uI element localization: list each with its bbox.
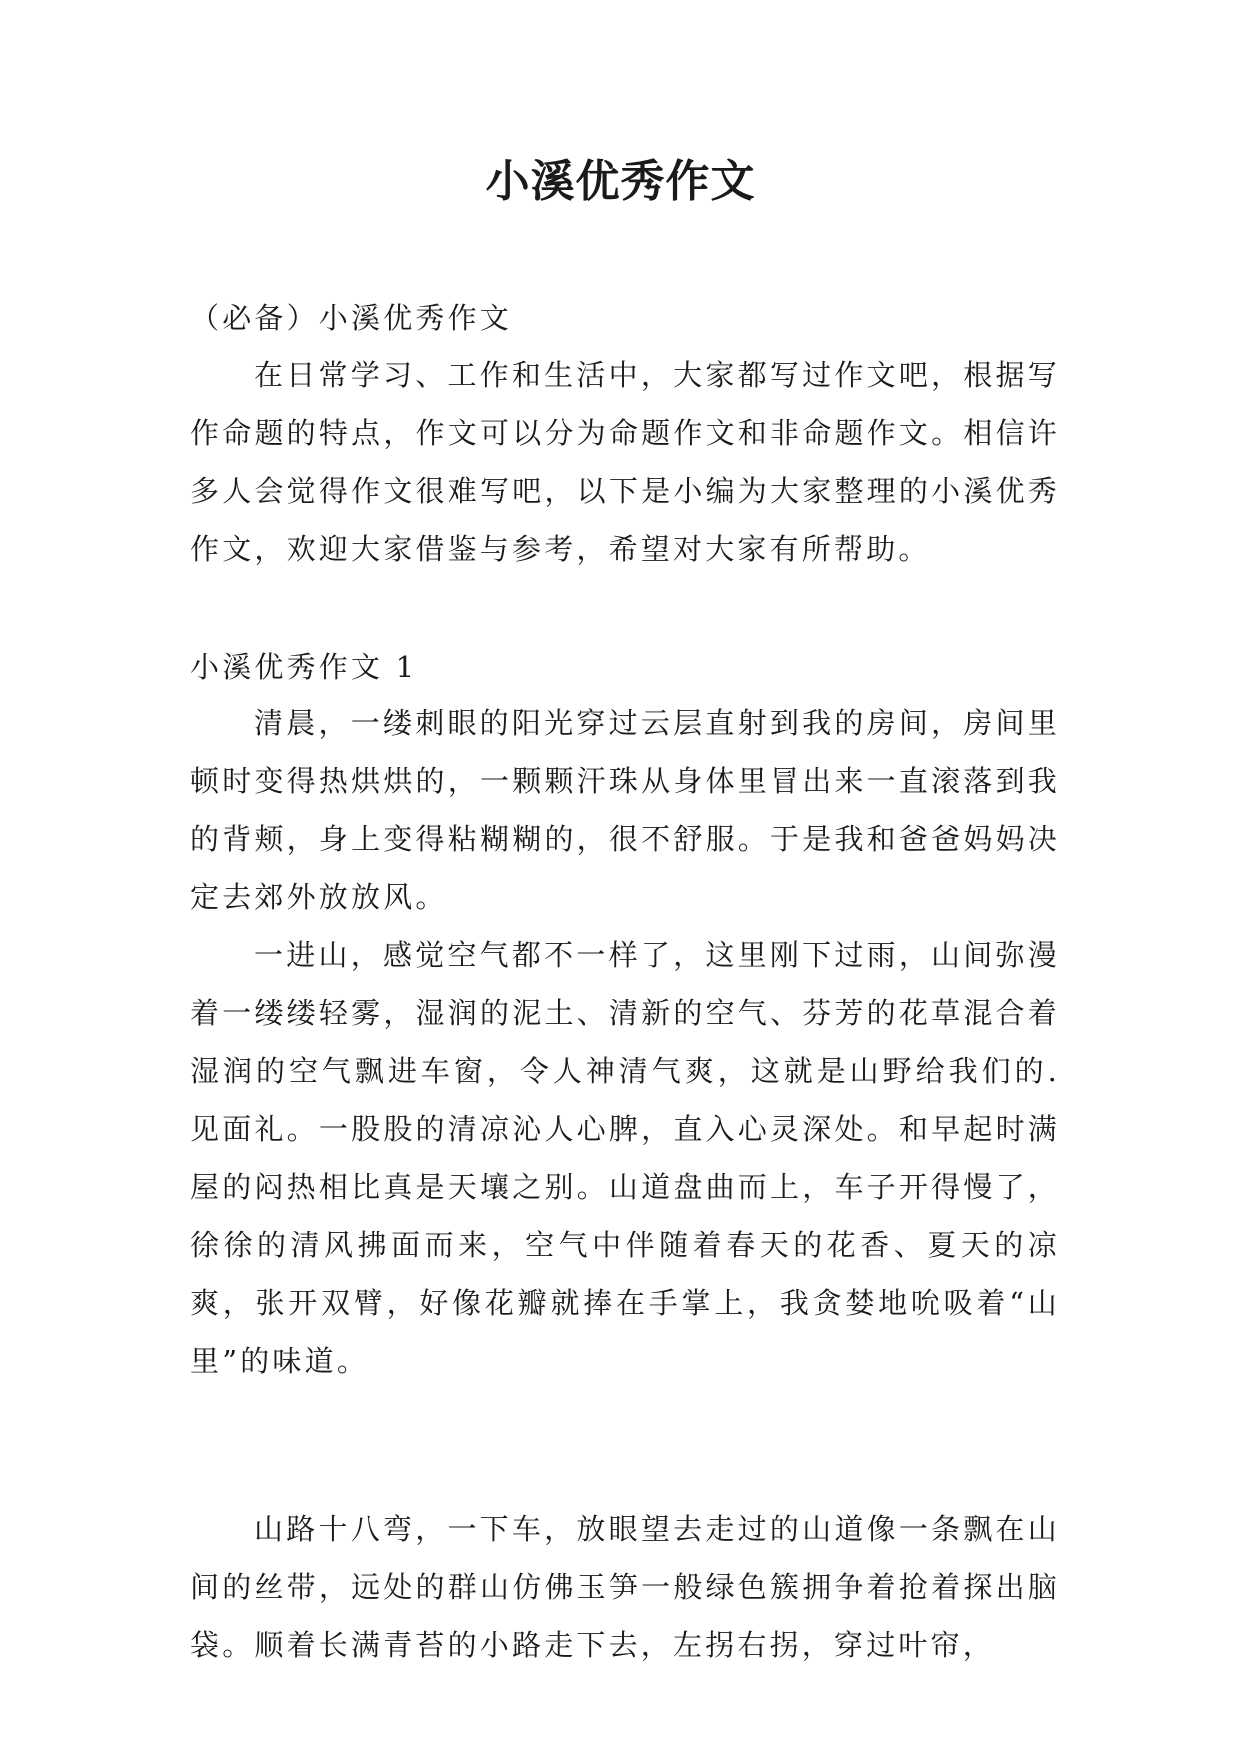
paragraph-block-3 [190,1500,1060,1674]
paragraph-block-2 [190,926,1060,1390]
body-paragraph: 清晨，一缕刺眼的阳光穿过云层直射到我的房间，房间里顿时变得热烘烘的，一颗颗汗珠从身体里冒出来一直滚落到我的背颊，身上变得粘糊糊的，很不舒服。于是我和爸爸妈妈决定去郊外放放风。 [190,706,1060,914]
document-subtitle: （必备）小溪优秀作文 [190,301,513,335]
body-paragraph: 山路十八弯，一下车，放眼望去走过的山道像一条飘在山间的丝带，远处的群山仿佛玉笋一般绿色簇拥争着抢着探出脑袋。顺着长满青苔的小路走下去，左拐右拐，穿过叶帘， [190,1512,1060,1662]
document-title: 小溪优秀作文 [485,156,756,207]
intro-paragraph: 在日常学习、工作和生活中，大家都写过作文吧，根据写作命题的特点，作文可以分为命题作文和非命题作文。相信许多人会觉得作文很难写吧，以下是小编为大家整理的小溪优秀作文，欢迎大家借鉴与参考，希望对大家有所帮助。 [190,358,1060,566]
paragraph-block-1 [190,694,1060,926]
body-paragraph: 一进山，感觉空气都不一样了，这里刚下过雨，山间弥漫着一缕缕轻雾，湿润的泥土、清新的空气、芬芳的花草混合着湿润的空气飘进车窗，令人神清气爽，这就是山野给我们的. 见面礼。一股股的清凉沁人心脾，直入心灵深处。和早起时满屋的闷热相比真是天壤之别。山道盘曲而上，车子开得慢了，徐徐的清风拂面而来，空气中伴随着春天的花香、夏天的凉爽，张开双臂，好像花瓣就捧在手掌上，我贪婪地吮吸着“山里”的味道。 [190,938,1060,1378]
intro-block [190,346,1060,578]
section-heading: 小溪优秀作文 1 [190,650,418,684]
